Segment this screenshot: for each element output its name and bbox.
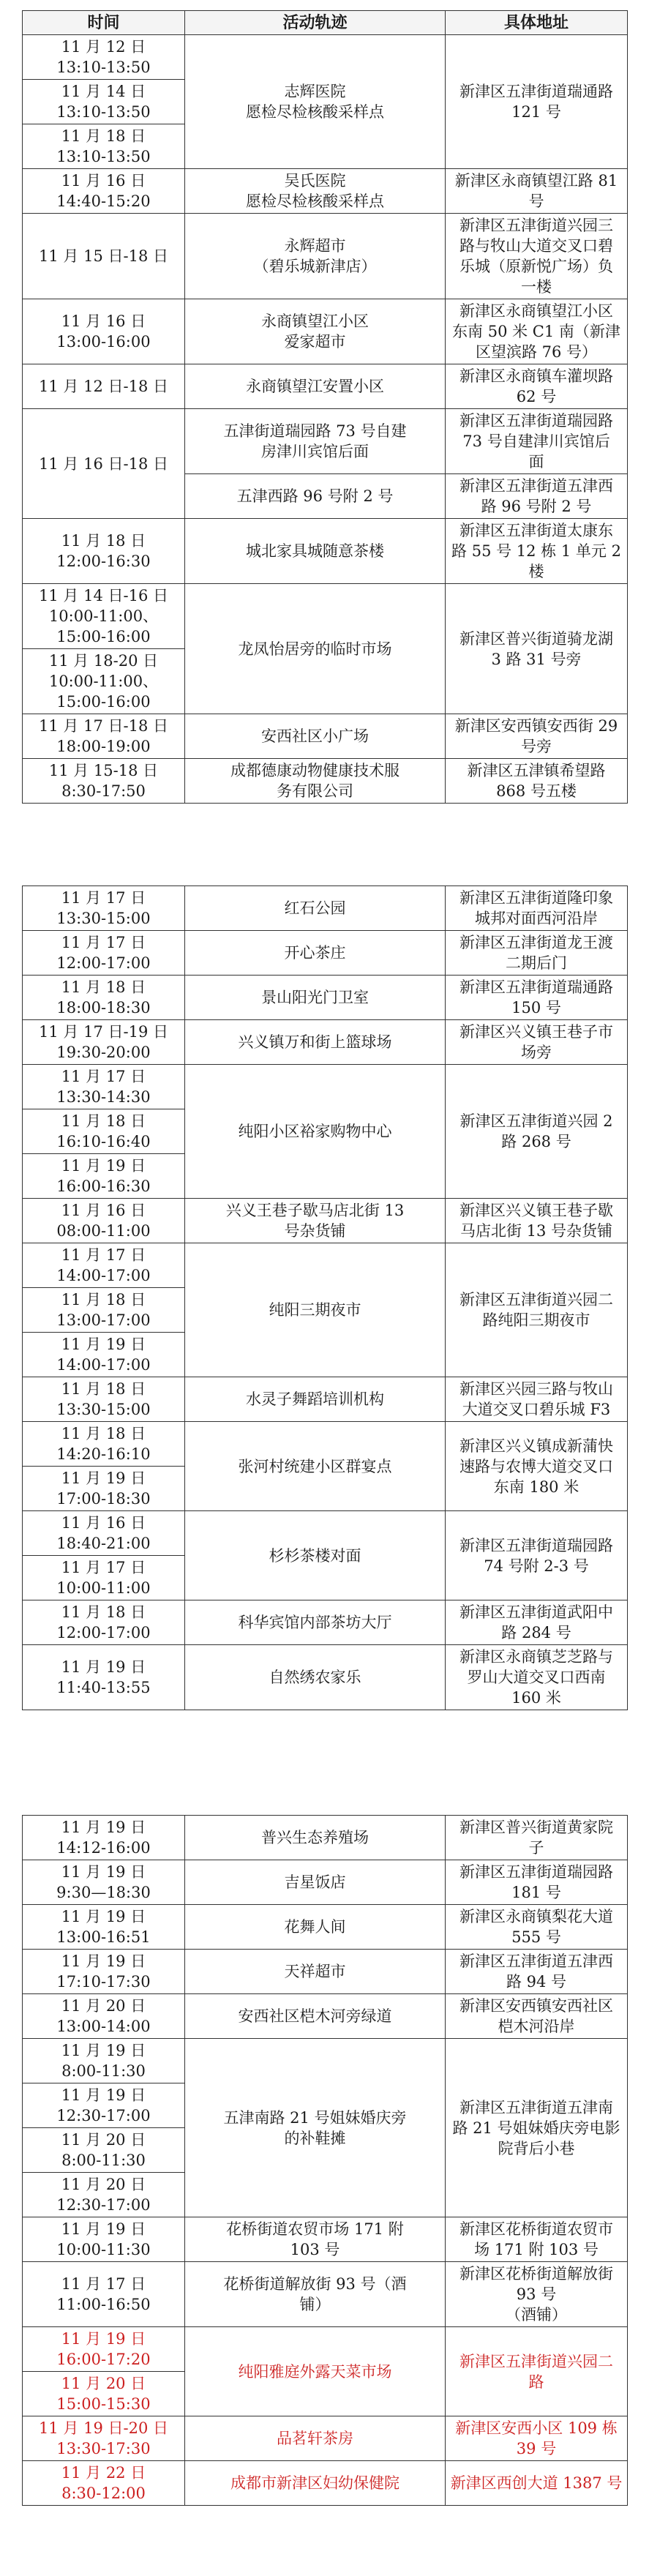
address-cell: 新津区五津街道五津西 路 96 号附 2 号	[446, 474, 628, 519]
location-cell: 志辉医院 愿检尽检核酸采样点	[185, 35, 446, 169]
address-cell: 新津区永商镇车灌坝路 62 号	[446, 364, 628, 409]
address-cell: 新津区普兴街道黄家院 子	[446, 1816, 628, 1860]
address-cell: 新津区兴义镇王巷子市 场旁	[446, 1020, 628, 1065]
location-cell: 景山阳光门卫室	[185, 976, 446, 1020]
time-cell: 11 月 19 日 13:00-16:51	[23, 1905, 185, 1950]
address-cell: 新津区五津街道五津西 路 94 号	[446, 1950, 628, 1994]
address-cell: 新津区兴义镇成新蒲快 速路与农博大道交叉口 东南 180 米	[446, 1422, 628, 1511]
time-cell: 11 月 18 日 14:20-16:10	[23, 1422, 185, 1467]
location-cell: 红石公园	[185, 886, 446, 931]
location-cell: 龙凤怡居旁的临时市场	[185, 584, 446, 714]
time-cell: 11 月 16 日 13:00-16:00	[23, 299, 185, 364]
address-cell: 新津区五津街道瑞通路 121 号	[446, 35, 628, 169]
time-cell: 11 月 19 日 16:00-16:30	[23, 1154, 185, 1199]
location-cell: 天祥超市	[185, 1950, 446, 1994]
header-track: 活动轨迹	[185, 11, 446, 35]
table-row	[23, 169, 628, 214]
table-row	[23, 886, 628, 931]
address-cell: 新津区五津街道瑞园路 73 号自建津川宾馆后 面	[446, 409, 628, 474]
header-address: 具体地址	[446, 11, 628, 35]
location-cell: 水灵子舞蹈培训机构	[185, 1377, 446, 1422]
time-cell: 11 月 19 日-20 日 13:30-17:30	[23, 2416, 185, 2461]
location-cell: 永辉超市 （碧乐城新津店）	[185, 214, 446, 299]
table-row	[23, 1065, 628, 1109]
address-cell: 新津区安西镇安西社区 桤木河沿岸	[446, 1994, 628, 2039]
location-cell: 永商镇望江安置小区	[185, 364, 446, 409]
time-cell: 11 月 15 日-18 日	[23, 214, 185, 299]
location-cell: 成都市新津区妇幼保健院	[185, 2461, 446, 2506]
location-cell: 普兴生态养殖场	[185, 1816, 446, 1860]
location-cell: 兴义镇万和街上篮球场	[185, 1020, 446, 1065]
time-cell: 11 月 17 日 11:00-16:50	[23, 2262, 185, 2327]
table-row	[23, 214, 628, 299]
time-cell: 11 月 18 日 13:00-17:00	[23, 1288, 185, 1333]
table-row	[23, 1377, 628, 1422]
address-cell: 新津区永商镇梨花大道 555 号	[446, 1905, 628, 1950]
time-cell: 11 月 16 日 14:40-15:20	[23, 169, 185, 214]
time-cell: 11 月 19 日 8:00-11:30	[23, 2039, 185, 2083]
table-row	[23, 931, 628, 976]
location-cell: 花桥街道解放街 93 号（酒 铺）	[185, 2262, 446, 2327]
time-cell: 11 月 14 日-16 日 10:00-11:00、 15:00-16:00	[23, 584, 185, 649]
time-cell: 11 月 16 日 18:40-21:00	[23, 1511, 185, 1556]
time-cell: 11 月 17 日 14:00-17:00	[23, 1243, 185, 1288]
table-row	[23, 759, 628, 804]
location-cell: 五津南路 21 号姐妹婚庆旁 的补鞋摊	[185, 2039, 446, 2217]
time-cell: 11 月 19 日 10:00-11:30	[23, 2217, 185, 2262]
table-row	[23, 2416, 628, 2461]
time-cell: 11 月 18-20 日 10:00-11:00、 15:00-16:00	[23, 649, 185, 714]
table-row	[23, 364, 628, 409]
time-cell: 11 月 19 日 14:00-17:00	[23, 1333, 185, 1377]
address-cell: 新津区安西镇安西街 29 号旁	[446, 714, 628, 759]
table-row	[23, 1020, 628, 1065]
address-cell: 新津区五津街道瑞通路 150 号	[446, 976, 628, 1020]
time-cell: 11 月 19 日 17:00-18:30	[23, 1467, 185, 1511]
table-row	[23, 1511, 628, 1556]
location-cell: 五津街道瑞园路 73 号自建 房津川宾馆后面	[185, 409, 446, 474]
address-cell: 新津区西创大道 1387 号	[446, 2461, 628, 2506]
time-cell: 11 月 16 日 08:00-11:00	[23, 1199, 185, 1243]
address-cell: 新津区五津镇希望路 868 号五楼	[446, 759, 628, 804]
header-time: 时间	[23, 11, 185, 35]
address-cell: 新津区五津街道五津南 路 21 号姐妹婚庆旁电影 院背后小巷	[446, 2039, 628, 2217]
table-row	[23, 976, 628, 1020]
location-cell: 安西社区桤木河旁绿道	[185, 1994, 446, 2039]
address-cell: 新津区五津街道武阳中 路 284 号	[446, 1600, 628, 1645]
table-row	[23, 1199, 628, 1243]
time-cell: 11 月 18 日 12:00-16:30	[23, 519, 185, 584]
address-cell: 新津区普兴街道骑龙湖 3 路 31 号旁	[446, 584, 628, 714]
table-row	[23, 1816, 628, 1860]
location-cell: 开心茶庄	[185, 931, 446, 976]
table-row	[23, 1994, 628, 2039]
location-cell: 纯阳三期夜市	[185, 1243, 446, 1377]
location-cell: 自然绣农家乐	[185, 1645, 446, 1710]
schedule-table-3	[22, 1815, 628, 2506]
address-cell: 新津区花桥街道农贸市 场 171 附 103 号	[446, 2217, 628, 2262]
time-cell: 11 月 19 日 11:40-13:55	[23, 1645, 185, 1710]
time-cell: 11 月 19 日 14:12-16:00	[23, 1816, 185, 1860]
location-cell: 科华宾馆内部茶坊大厅	[185, 1600, 446, 1645]
time-cell: 11 月 19 日 12:30-17:00	[23, 2083, 185, 2128]
table-row	[23, 1422, 628, 1467]
time-cell: 11 月 17 日-19 日 19:30-20:00	[23, 1020, 185, 1065]
location-cell: 纯阳小区裕家购物中心	[185, 1065, 446, 1199]
table-row	[23, 409, 628, 474]
address-cell: 新津区五津街道隆印象 城邦对面西河沿岸	[446, 886, 628, 931]
table-row	[23, 584, 628, 649]
location-cell: 花桥街道农贸市场 171 附 103 号	[185, 2217, 446, 2262]
time-cell: 11 月 20 日 8:00-11:30	[23, 2128, 185, 2173]
time-cell: 11 月 17 日 13:30-15:00	[23, 886, 185, 931]
table-row	[23, 1243, 628, 1288]
location-cell: 兴义王巷子歇马店北街 13 号杂货铺	[185, 1199, 446, 1243]
location-cell: 永商镇望江小区 爱家超市	[185, 299, 446, 364]
location-cell: 安西社区小广场	[185, 714, 446, 759]
table-row	[23, 1860, 628, 1905]
time-cell: 11 月 19 日 17:10-17:30	[23, 1950, 185, 1994]
address-cell: 新津区五津街道瑞园路 181 号	[446, 1860, 628, 1905]
location-cell: 杉杉茶楼对面	[185, 1511, 446, 1600]
time-cell: 11 月 17 日-18 日 18:00-19:00	[23, 714, 185, 759]
address-cell: 新津区兴义镇王巷子歇 马店北街 13 号杂货铺	[446, 1199, 628, 1243]
location-cell: 吴氏医院 愿检尽检核酸采样点	[185, 169, 446, 214]
table-row	[23, 1905, 628, 1950]
time-cell: 11 月 18 日 13:10-13:50	[23, 124, 185, 169]
table-row	[23, 35, 628, 80]
time-cell: 11 月 18 日 16:10-16:40	[23, 1109, 185, 1154]
table-row	[23, 519, 628, 584]
time-cell: 11 月 19 日 16:00-17:20	[23, 2327, 185, 2372]
location-cell: 城北家具城随意茶楼	[185, 519, 446, 584]
location-cell: 吉星饭店	[185, 1860, 446, 1905]
address-cell: 新津区花桥街道解放街 93 号 （酒铺）	[446, 2262, 628, 2327]
table-row	[23, 1950, 628, 1994]
address-cell: 新津区永商镇望江小区 东南 50 米 C1 南（新津 区望滨路 76 号）	[446, 299, 628, 364]
time-cell: 11 月 20 日 15:00-15:30	[23, 2372, 185, 2416]
time-cell: 11 月 12 日-18 日	[23, 364, 185, 409]
schedule-table-1	[22, 10, 628, 804]
table-row	[23, 2039, 628, 2083]
time-cell: 11 月 18 日 12:00-17:00	[23, 1600, 185, 1645]
time-cell: 11 月 22 日 8:30-12:00	[23, 2461, 185, 2506]
time-cell: 11 月 20 日 13:00-14:00	[23, 1994, 185, 2039]
address-cell: 新津区永商镇芝芝路与 罗山大道交叉口西南 160 米	[446, 1645, 628, 1710]
time-cell: 11 月 18 日 18:00-18:30	[23, 976, 185, 1020]
table-row	[23, 2217, 628, 2262]
address-cell: 新津区安西小区 109 栋 39 号	[446, 2416, 628, 2461]
table-row	[23, 299, 628, 364]
address-cell: 新津区五津街道龙王渡 二期后门	[446, 931, 628, 976]
time-cell: 11 月 20 日 12:30-17:00	[23, 2173, 185, 2217]
table-row	[23, 2327, 628, 2372]
address-cell: 新津区兴园三路与牧山 大道交叉口碧乐城 F3	[446, 1377, 628, 1422]
time-cell: 11 月 17 日 10:00-11:00	[23, 1556, 185, 1600]
table-row	[23, 1645, 628, 1710]
time-cell: 11 月 12 日 13:10-13:50	[23, 35, 185, 80]
location-cell: 张河村统建小区群宴点	[185, 1422, 446, 1511]
time-cell: 11 月 17 日 13:30-14:30	[23, 1065, 185, 1109]
location-cell: 纯阳雅庭外露天菜市场	[185, 2327, 446, 2416]
address-cell: 新津区五津街道兴园二 路纯阳三期夜市	[446, 1243, 628, 1377]
time-cell: 11 月 19 日 9:30—18:30	[23, 1860, 185, 1905]
time-cell: 11 月 18 日 13:30-15:00	[23, 1377, 185, 1422]
location-cell: 品茗轩茶房	[185, 2416, 446, 2461]
table-header-row	[23, 11, 628, 35]
address-cell: 新津区五津街道瑞园路 74 号附 2-3 号	[446, 1511, 628, 1600]
location-cell: 花舞人间	[185, 1905, 446, 1950]
schedule-table-2	[22, 886, 628, 1710]
table-row	[23, 1600, 628, 1645]
address-cell: 新津区五津街道兴园二 路	[446, 2327, 628, 2416]
location-cell: 成都德康动物健康技术服 务有限公司	[185, 759, 446, 804]
time-cell: 11 月 17 日 12:00-17:00	[23, 931, 185, 976]
time-cell: 11 月 16 日-18 日	[23, 409, 185, 519]
address-cell: 新津区五津街道兴园 2 路 268 号	[446, 1065, 628, 1199]
table-row	[23, 2262, 628, 2327]
table-row	[23, 714, 628, 759]
time-cell: 11 月 15-18 日 8:30-17:50	[23, 759, 185, 804]
address-cell: 新津区五津街道太康东 路 55 号 12 栋 1 单元 2 楼	[446, 519, 628, 584]
address-cell: 新津区永商镇望江路 81 号	[446, 169, 628, 214]
address-cell: 新津区五津街道兴园三 路与牧山大道交叉口碧 乐城（原新悦广场）负 一楼	[446, 214, 628, 299]
location-cell: 五津西路 96 号附 2 号	[185, 474, 446, 519]
table-row	[23, 2461, 628, 2506]
time-cell: 11 月 14 日 13:10-13:50	[23, 80, 185, 124]
